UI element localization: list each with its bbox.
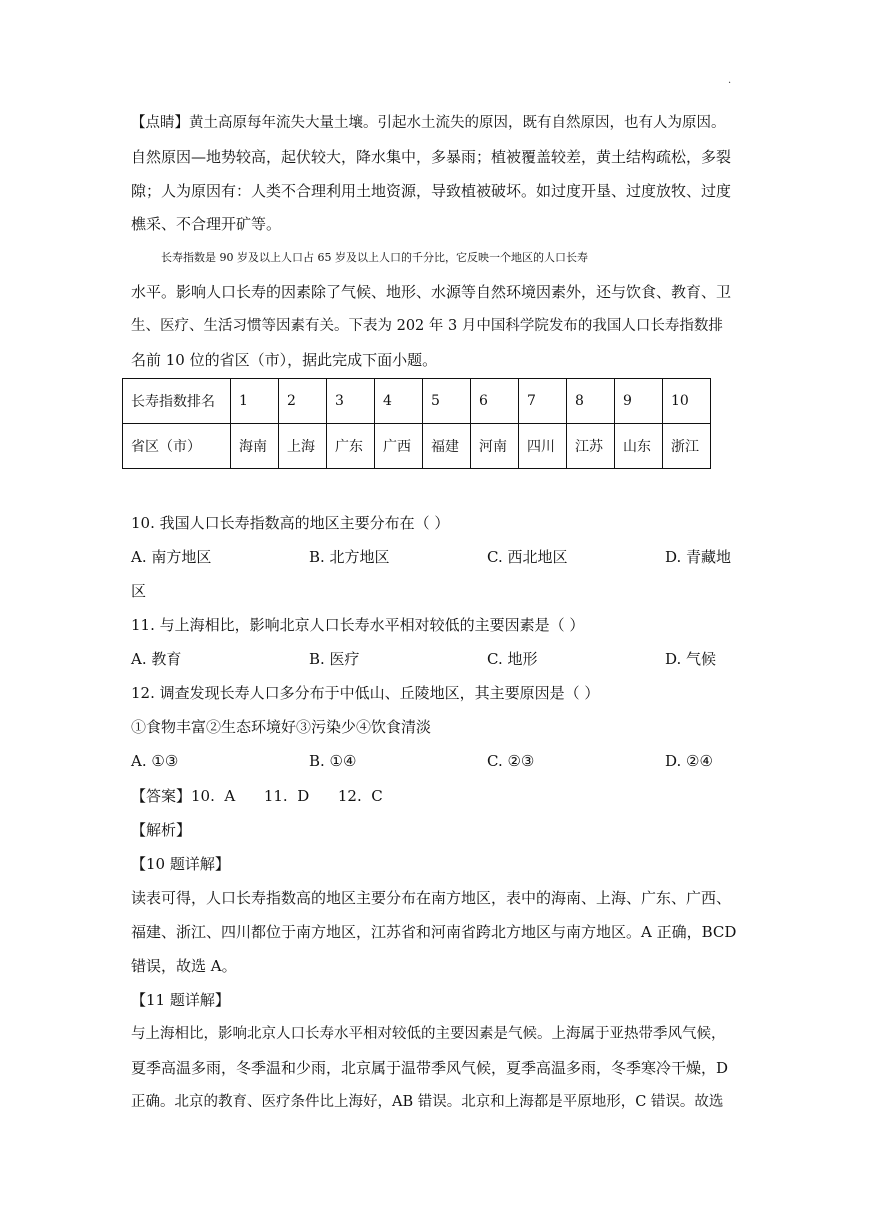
province-cell: 广西: [375, 424, 423, 469]
q11-option-b: B. 医疗: [309, 650, 360, 668]
intro-line-1: 长寿指数是 90 岁及以上人口占 65 岁及以上人口的千分比，它反映一个地区的人口长寿: [161, 251, 588, 264]
province-cell: 江苏: [567, 424, 615, 469]
province-cell: 海南: [231, 424, 279, 469]
q11-detail-heading: 【11 题详解】: [131, 991, 230, 1009]
rank-cell: 2: [279, 379, 327, 424]
q11-detail-line-2: 夏季高温多雨，冬季温和少雨，北京属于温带季风气候，夏季高温多雨，冬季寒冷干燥，D: [131, 1059, 729, 1077]
dianjing-line-2: 自然原因—地势较高，起伏较大，降水集中，多暴雨；植被覆盖较差，黄土结构疏松，多裂: [131, 148, 732, 166]
q11-stem: 11. 与上海相比，影响北京人口长寿水平相对较低的主要因素是（ ）: [131, 616, 585, 634]
dianjing-line-3: 隙；人为原因有：人类不合理利用土地资源，导致植被破坏。如过度开垦、过度放牧、过度: [131, 182, 732, 200]
q10-detail-heading: 【10 题详解】: [131, 855, 230, 873]
rank-cell: 7: [519, 379, 567, 424]
rank-cell: 10: [663, 379, 711, 424]
province-cell: 广东: [327, 424, 375, 469]
province-cell: 浙江: [663, 424, 711, 469]
table-row: [123, 424, 711, 469]
province-cell: 四川: [519, 424, 567, 469]
q11-option-a: A. 教育: [131, 650, 182, 668]
longevity-table: [122, 378, 711, 469]
table-row2-label: 省区（市）: [123, 424, 231, 469]
rank-cell: 6: [471, 379, 519, 424]
q10-stem: 10. 我国人口长寿指数高的地区主要分布在（ ）: [131, 514, 450, 532]
answer-line: 【答案】10. A 11. D 12. C: [131, 787, 383, 805]
rank-cell: 8: [567, 379, 615, 424]
q10-option-b: B. 北方地区: [309, 548, 390, 566]
q11-detail-line-1: 与上海相比，影响北京人口长寿水平相对较低的主要因素是气候。上海属于亚热带季风气候，: [131, 1026, 726, 1042]
rank-cell: 9: [615, 379, 663, 424]
q11-option-c: C. 地形: [487, 650, 538, 668]
province-cell: 山东: [615, 424, 663, 469]
top-mark: ·: [728, 78, 732, 89]
q12-option-d: D. ②④: [665, 752, 713, 770]
q12-option-a: A. ①③: [131, 752, 179, 770]
intro-line-3: 生、医疗、生活习惯等因素有关。下表为 202 年 3 月中国科学院发布的我国人口长寿指数排: [131, 318, 723, 334]
q12-sub-options: ①食物丰富②生态环境好③污染少④饮食清淡: [131, 718, 432, 736]
province-cell: 福建: [423, 424, 471, 469]
q10-option-c: C. 西北地区: [487, 548, 568, 566]
province-cell: 河南: [471, 424, 519, 469]
rank-cell: 4: [375, 379, 423, 424]
q12-option-c: C. ②③: [487, 752, 535, 770]
q12-stem: 12. 调查发现长寿人口多分布于中低山、丘陵地区，其主要原因是（ ）: [131, 684, 600, 702]
dianjing-line-1: 【点睛】黄土高原每年流失大量土壤。引起水土流失的原因，既有自然原因，也有人为原因。: [131, 115, 726, 131]
q10-option-a: A. 南方地区: [131, 548, 212, 566]
jiexi-heading: 【解析】: [131, 821, 192, 839]
dianjing-line-4: 樵采、不合理开矿等。: [131, 215, 282, 233]
q10-detail-line-1: 读表可得，人口长寿指数高的地区主要分布在南方地区，表中的海南、上海、广东、广西、: [131, 889, 732, 907]
intro-line-2: 水平。影响人口长寿的因素除了气候、地形、水源等自然环境因素外，还与饮食、教育、卫: [131, 283, 732, 301]
rank-cell: 1: [231, 379, 279, 424]
rank-cell: 3: [327, 379, 375, 424]
rank-cell: 5: [423, 379, 471, 424]
q10-detail-line-3: 错误，故选 A。: [131, 957, 237, 975]
table-row: [123, 379, 711, 424]
province-cell: 上海: [279, 424, 327, 469]
table-row1-label: 长寿指数排名: [123, 379, 231, 424]
q10-detail-line-2: 福建、浙江、四川都位于南方地区，江苏省和河南省跨北方地区与南方地区。A 正确，BCD: [131, 923, 737, 941]
q10-option-d-wrap: 区: [131, 582, 147, 600]
q10-option-d: D. 青藏地: [665, 548, 732, 566]
q12-option-b: B. ①④: [309, 752, 357, 770]
q11-option-d: D. 气候: [665, 650, 717, 668]
intro-line-4: 名前 10 位的省区（市），据此完成下面小题。: [131, 351, 438, 369]
q11-detail-line-3: 正确。北京的教育、医疗条件比上海好，AB 错误。北京和上海都是平原地形，C 错误。故选: [131, 1094, 724, 1110]
